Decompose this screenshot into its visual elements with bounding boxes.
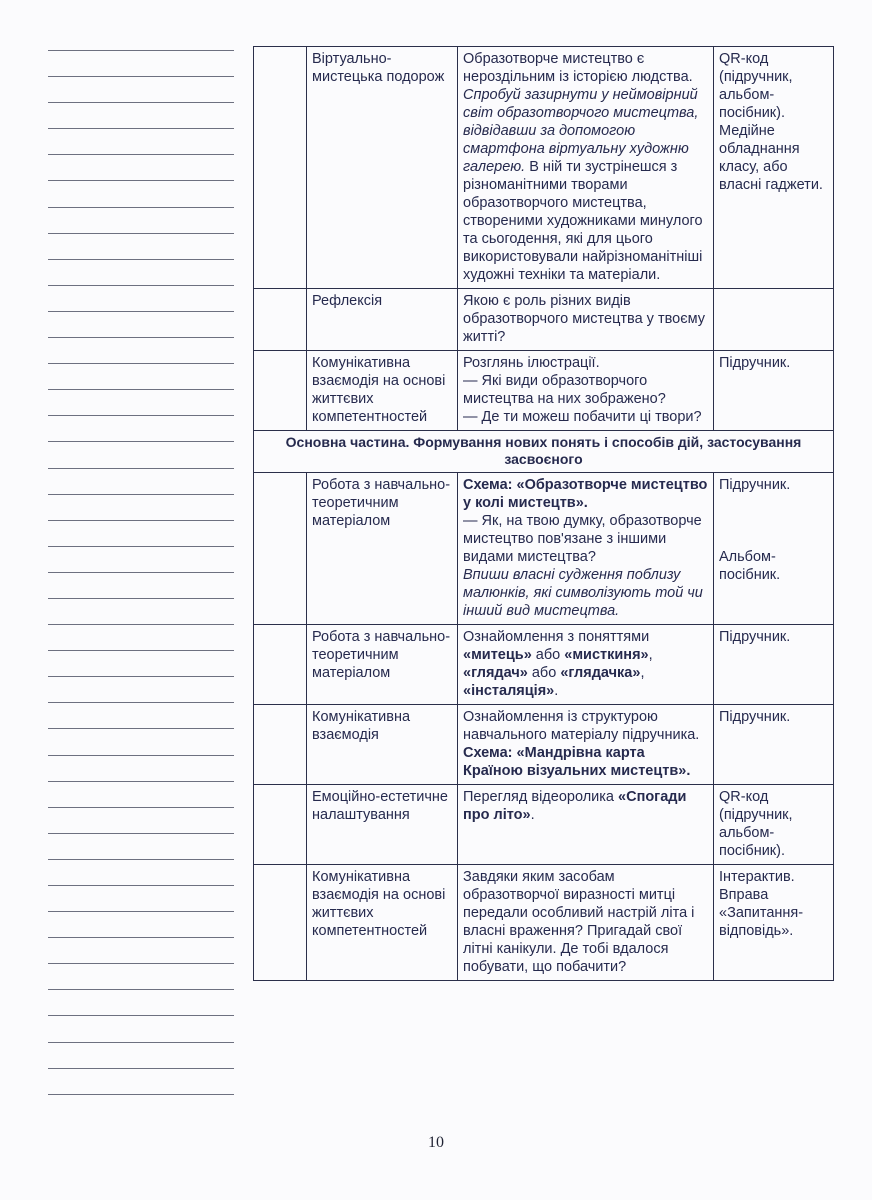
content-text: Ознайомлення з поняттями bbox=[463, 629, 650, 645]
term: «глядач» bbox=[463, 665, 528, 681]
table-row bbox=[254, 289, 834, 351]
term: «інсталяція» bbox=[463, 683, 555, 699]
content-cell bbox=[458, 785, 714, 865]
stage-cell: Комунікативна взаємодія на основі життєвих компетентностей bbox=[307, 351, 458, 431]
content-text: або bbox=[531, 647, 565, 663]
resource-item: Підручник. bbox=[719, 477, 791, 493]
content-text: Ознайомлення із структурою навчального матеріалу підручника. bbox=[463, 709, 700, 743]
stage-cell: Рефлексія bbox=[307, 289, 458, 351]
section-row bbox=[254, 431, 834, 473]
content-bold: Схема: «Мандрівна карта Країною візуальних мистецтв». bbox=[463, 745, 691, 779]
content-text: — Як, на твою думку, образотворче мистецтво пов'язане з іншими видами мистецтва? bbox=[463, 513, 702, 565]
lesson-plan-table bbox=[253, 46, 834, 981]
content-text: , bbox=[648, 647, 653, 663]
stage-cell: Віртуально-мистецька подорож bbox=[307, 47, 458, 289]
table-row bbox=[254, 705, 834, 785]
content-text: В ній ти зустрінешся з різноманітними творами образотворчого мистецтва, створеними художниками минулого та сьогодення, які для цього використовували найрізноманітніші художні техніки та матеріали. bbox=[463, 159, 703, 283]
resource-item: Альбом-посібник. bbox=[719, 549, 781, 583]
stage-cell: Емоційно-естетичне налаштування bbox=[307, 785, 458, 865]
content-cell: Завдяки яким засобам образотворчої виразності митці передали особливий настрій літа і власні враження? Пригадай свої літні канікули. Де тобі вдалося побувати, що побачити? bbox=[458, 865, 714, 981]
resources-cell: Підручник. bbox=[714, 351, 834, 431]
content-italic: Впиши власні судження поблизу малюнків, які символізують той чи інший вид мистецтва. bbox=[463, 567, 703, 619]
blank-cell bbox=[254, 473, 307, 625]
content-bold: «Спогади про літо» bbox=[463, 789, 687, 823]
content-bold: Схема: «Образотворче мистецтво у колі мистецтв». bbox=[463, 477, 708, 511]
blank-cell bbox=[254, 785, 307, 865]
page-number: 10 bbox=[428, 1134, 444, 1151]
section-heading: Основна частина. Формування нових понять і способів дій, застосування засвоєного bbox=[254, 431, 834, 473]
content-line: Розглянь ілюстрації. bbox=[463, 355, 600, 371]
content-text: або bbox=[527, 665, 561, 681]
blank-cell bbox=[254, 289, 307, 351]
content-italic: Спробуй зазирнути у неймовірний світ образотворчого мистецтва, відвідавши за допомогою смартфона віртуальну художню галерею. bbox=[463, 87, 699, 175]
resources-cell bbox=[714, 473, 834, 625]
content-text: . bbox=[530, 807, 535, 823]
content-cell bbox=[458, 47, 714, 289]
blank-cell bbox=[254, 865, 307, 981]
stage-cell: Робота з навчально-теоретичним матеріалом bbox=[307, 473, 458, 625]
resources-cell: Підручник. bbox=[714, 705, 834, 785]
resources-cell: QR-код (підручник, альбом-посібник). Медійне обладнання класу, або власні гаджети. bbox=[714, 47, 834, 289]
resources-cell: QR-код (підручник, альбом-посібник). bbox=[714, 785, 834, 865]
content-cell bbox=[458, 705, 714, 785]
table-row bbox=[254, 785, 834, 865]
blank-cell bbox=[254, 351, 307, 431]
content-cell bbox=[458, 473, 714, 625]
stage-cell: Комунікативна взаємодія на основі життєвих компетентностей bbox=[307, 865, 458, 981]
blank-cell bbox=[254, 705, 307, 785]
resources-cell: Підручник. bbox=[714, 625, 834, 705]
resources-cell: Інтерактив. Вправа «Запитання-відповідь». bbox=[714, 865, 834, 981]
table-row bbox=[254, 865, 834, 981]
content-cell bbox=[458, 625, 714, 705]
content-text: Перегляд відеоролика bbox=[463, 789, 619, 805]
term: «глядачка» bbox=[560, 665, 641, 681]
stage-cell: Комунікативна взаємодія bbox=[307, 705, 458, 785]
stage-cell: Робота з навчально-теоретичним матеріалом bbox=[307, 625, 458, 705]
content-text: , bbox=[640, 665, 645, 681]
term: «митець» bbox=[463, 647, 532, 663]
content-cell bbox=[458, 351, 714, 431]
content-text: Образотворче мистецтво є нероздільним із історією людства. bbox=[463, 51, 693, 85]
content-line: — Де ти можеш побачити ці твори? bbox=[463, 409, 702, 425]
margin-note-lines bbox=[48, 50, 234, 1120]
blank-cell bbox=[254, 47, 307, 289]
blank-cell bbox=[254, 625, 307, 705]
table-row bbox=[254, 351, 834, 431]
content-cell: Якою є роль різних видів образотворчого мистецтва у твоєму житті? bbox=[458, 289, 714, 351]
table-row bbox=[254, 473, 834, 625]
table-row bbox=[254, 47, 834, 289]
resources-cell bbox=[714, 289, 834, 351]
term: «мисткиня» bbox=[564, 647, 649, 663]
content-line: — Які види образотворчого мистецтва на них зображено? bbox=[463, 373, 666, 407]
table-row bbox=[254, 625, 834, 705]
content-text: . bbox=[554, 683, 559, 699]
